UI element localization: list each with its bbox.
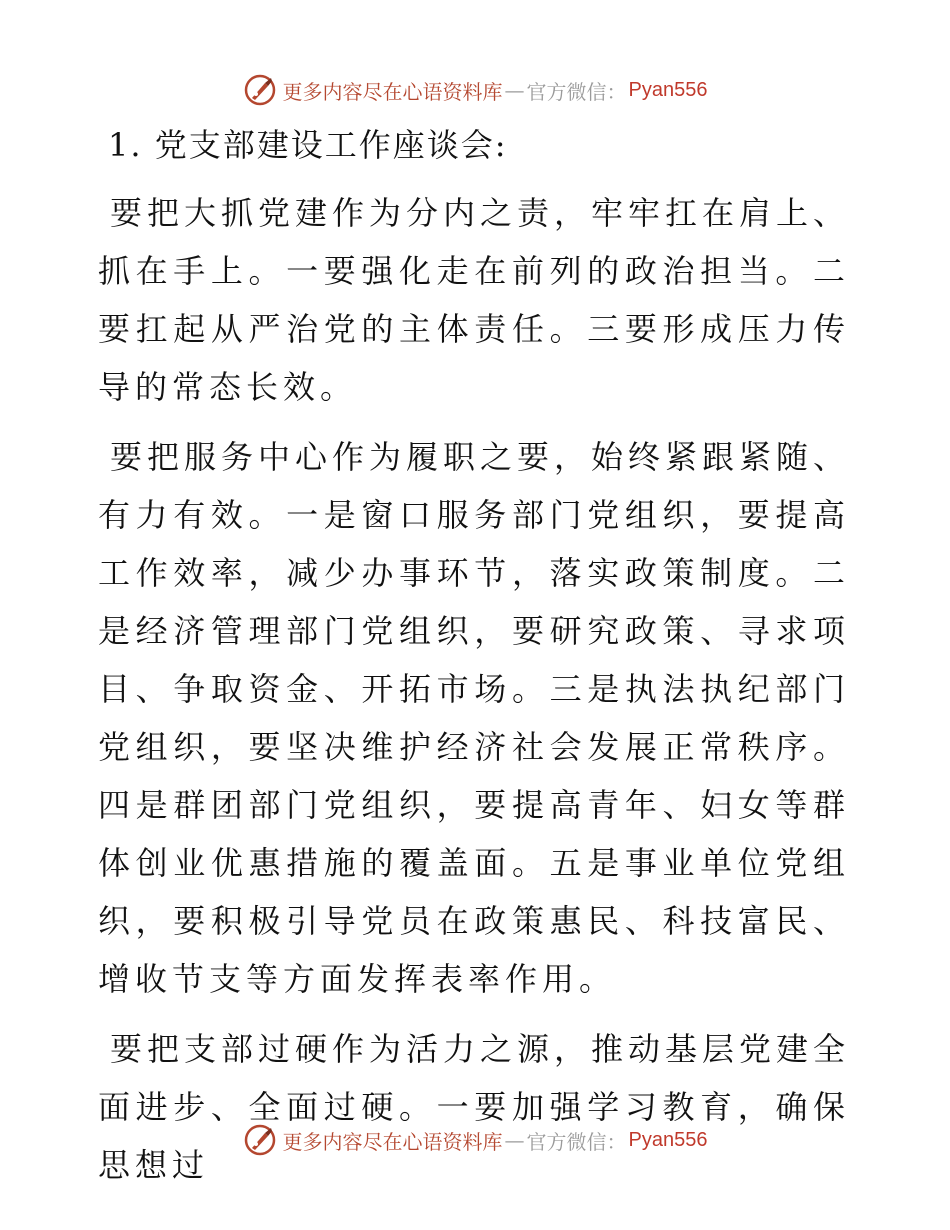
footer-watermark bbox=[0, 1122, 950, 1158]
watermark-site-text: 更多内容尽在心语资料库 bbox=[282, 1129, 503, 1154]
header-watermark bbox=[0, 72, 950, 108]
watermark-site-text: 更多内容尽在心语资料库 bbox=[282, 79, 503, 104]
quill-logo-icon bbox=[243, 73, 277, 107]
quill-logo-icon bbox=[243, 1123, 277, 1157]
body-paragraph: 要把大抓党建作为分内之责，牢牢扛在肩上、抓在手上。一要强化走在前列的政治担当。二要扛起从严治党的主体责任。三要形成压力传导的常态长效。 bbox=[98, 194, 851, 406]
body-paragraph: 要把支部过硬作为活力之源，推动基层党建全面进步、全面过硬。一要加强学习教育，确保思想过 bbox=[98, 1030, 851, 1184]
section-heading: 1. 党支部建设工作座谈会: bbox=[108, 126, 508, 164]
document-body bbox=[98, 116, 850, 1206]
watermark-wechat-label: 官方微信： bbox=[526, 79, 627, 104]
watermark-dash: — bbox=[504, 78, 525, 102]
watermark-wechat-id: Pyan556 bbox=[628, 1128, 708, 1151]
watermark-wechat-id: Pyan556 bbox=[628, 78, 708, 101]
watermark-wechat-label: 官方微信： bbox=[526, 1129, 627, 1154]
watermark-dash: — bbox=[504, 1128, 525, 1152]
body-paragraph: 要把服务中心作为履职之要，始终紧跟紧随、有力有效。一是窗口服务部门党组织，要提高工作效率，减少办事环节，落实政策制度。二是经济管理部门党组织，要研究政策、寻求项目、争取资金、开拓市场。三是执法执纪部门党组织，要坚决维护经济社会发展正常秩序。四是群团部门党组织，要提高青年、妇女等群体创业优惠措施的覆盖面。五是事业单位党组织，要积极引导党员在政策惠民、科技富民、增收节支等方面发挥表率作用。 bbox=[98, 438, 851, 998]
